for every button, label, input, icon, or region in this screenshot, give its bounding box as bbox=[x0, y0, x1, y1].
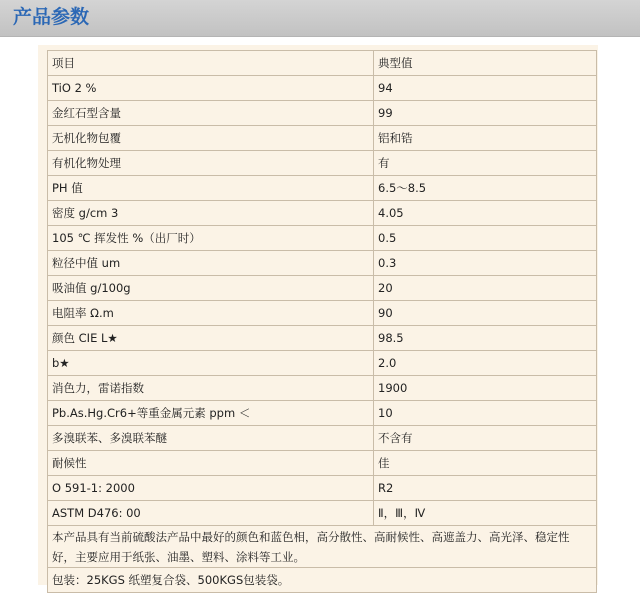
column-header-item: 项目 bbox=[48, 51, 374, 76]
table-row bbox=[48, 76, 597, 101]
table-row bbox=[48, 301, 597, 326]
param-value: 铝和锆 bbox=[374, 126, 597, 151]
section-title: 产品参数 bbox=[13, 6, 90, 28]
params-table bbox=[47, 50, 597, 593]
param-value: 90 bbox=[374, 301, 597, 326]
param-value: 6.5～8.5 bbox=[374, 176, 597, 201]
param-name: 105 ℃ 挥发性 %（出厂时） bbox=[48, 226, 374, 251]
param-name: PH 值 bbox=[48, 176, 374, 201]
table-row bbox=[48, 276, 597, 301]
param-value: 1900 bbox=[374, 376, 597, 401]
param-value: 4.05 bbox=[374, 201, 597, 226]
param-name: 颜色 CIE L★ bbox=[48, 326, 374, 351]
table-row bbox=[48, 226, 597, 251]
param-value: 94 bbox=[374, 76, 597, 101]
param-name: TiO 2 % bbox=[48, 76, 374, 101]
param-name: 无机化物包覆 bbox=[48, 126, 374, 151]
param-value: 佳 bbox=[374, 451, 597, 476]
table-row bbox=[48, 101, 597, 126]
param-name: 电阻率 Ω.m bbox=[48, 301, 374, 326]
param-name: 密度 g/cm 3 bbox=[48, 201, 374, 226]
product-description: 本产品具有当前硫酸法产品中最好的颜色和蓝色相，高分散性、高耐候性、高遮盖力、高光泽、稳定性好，主要应用于纸张、油墨、塑料、涂料等工业。 bbox=[48, 526, 597, 568]
table-row bbox=[48, 401, 597, 426]
param-name: b★ bbox=[48, 351, 374, 376]
table-row bbox=[48, 126, 597, 151]
table-row bbox=[48, 176, 597, 201]
param-name: 多溴联苯、多溴联苯醚 bbox=[48, 426, 374, 451]
section-header bbox=[0, 0, 640, 37]
table-row bbox=[48, 451, 597, 476]
table-row bbox=[48, 251, 597, 276]
packaging-info: 包装：25KGS 纸塑复合袋、500KGS包装袋。 bbox=[48, 568, 597, 593]
column-header-value: 典型值 bbox=[374, 51, 597, 76]
param-name: 吸油值 g/100g bbox=[48, 276, 374, 301]
param-name: 消色力，雷诺指数 bbox=[48, 376, 374, 401]
param-value: R2 bbox=[374, 476, 597, 501]
param-name: 耐候性 bbox=[48, 451, 374, 476]
table-row bbox=[48, 151, 597, 176]
table-row bbox=[48, 351, 597, 376]
packaging-row bbox=[48, 568, 597, 593]
param-name: 粒径中值 um bbox=[48, 251, 374, 276]
param-value: 98.5 bbox=[374, 326, 597, 351]
param-name: 金红石型含量 bbox=[48, 101, 374, 126]
param-value: 10 bbox=[374, 401, 597, 426]
table-row bbox=[48, 326, 597, 351]
param-name: O 591-1: 2000 bbox=[48, 476, 374, 501]
table-row bbox=[48, 476, 597, 501]
table-row bbox=[48, 376, 597, 401]
description-row bbox=[48, 526, 597, 568]
table-row bbox=[48, 201, 597, 226]
param-name: Pb.As.Hg.Cr6+等重金属元素 ppm ＜ bbox=[48, 401, 374, 426]
param-value: 20 bbox=[374, 276, 597, 301]
table-row bbox=[48, 501, 597, 526]
table-header-row bbox=[48, 51, 597, 76]
param-value: 99 bbox=[374, 101, 597, 126]
param-name: ASTM D476: 00 bbox=[48, 501, 374, 526]
table-row bbox=[48, 426, 597, 451]
param-value: 不含有 bbox=[374, 426, 597, 451]
param-value: 0.5 bbox=[374, 226, 597, 251]
param-name: 有机化物处理 bbox=[48, 151, 374, 176]
param-value: 有 bbox=[374, 151, 597, 176]
param-value: 2.0 bbox=[374, 351, 597, 376]
param-value: Ⅱ，Ⅲ，Ⅳ bbox=[374, 501, 597, 526]
param-value: 0.3 bbox=[374, 251, 597, 276]
